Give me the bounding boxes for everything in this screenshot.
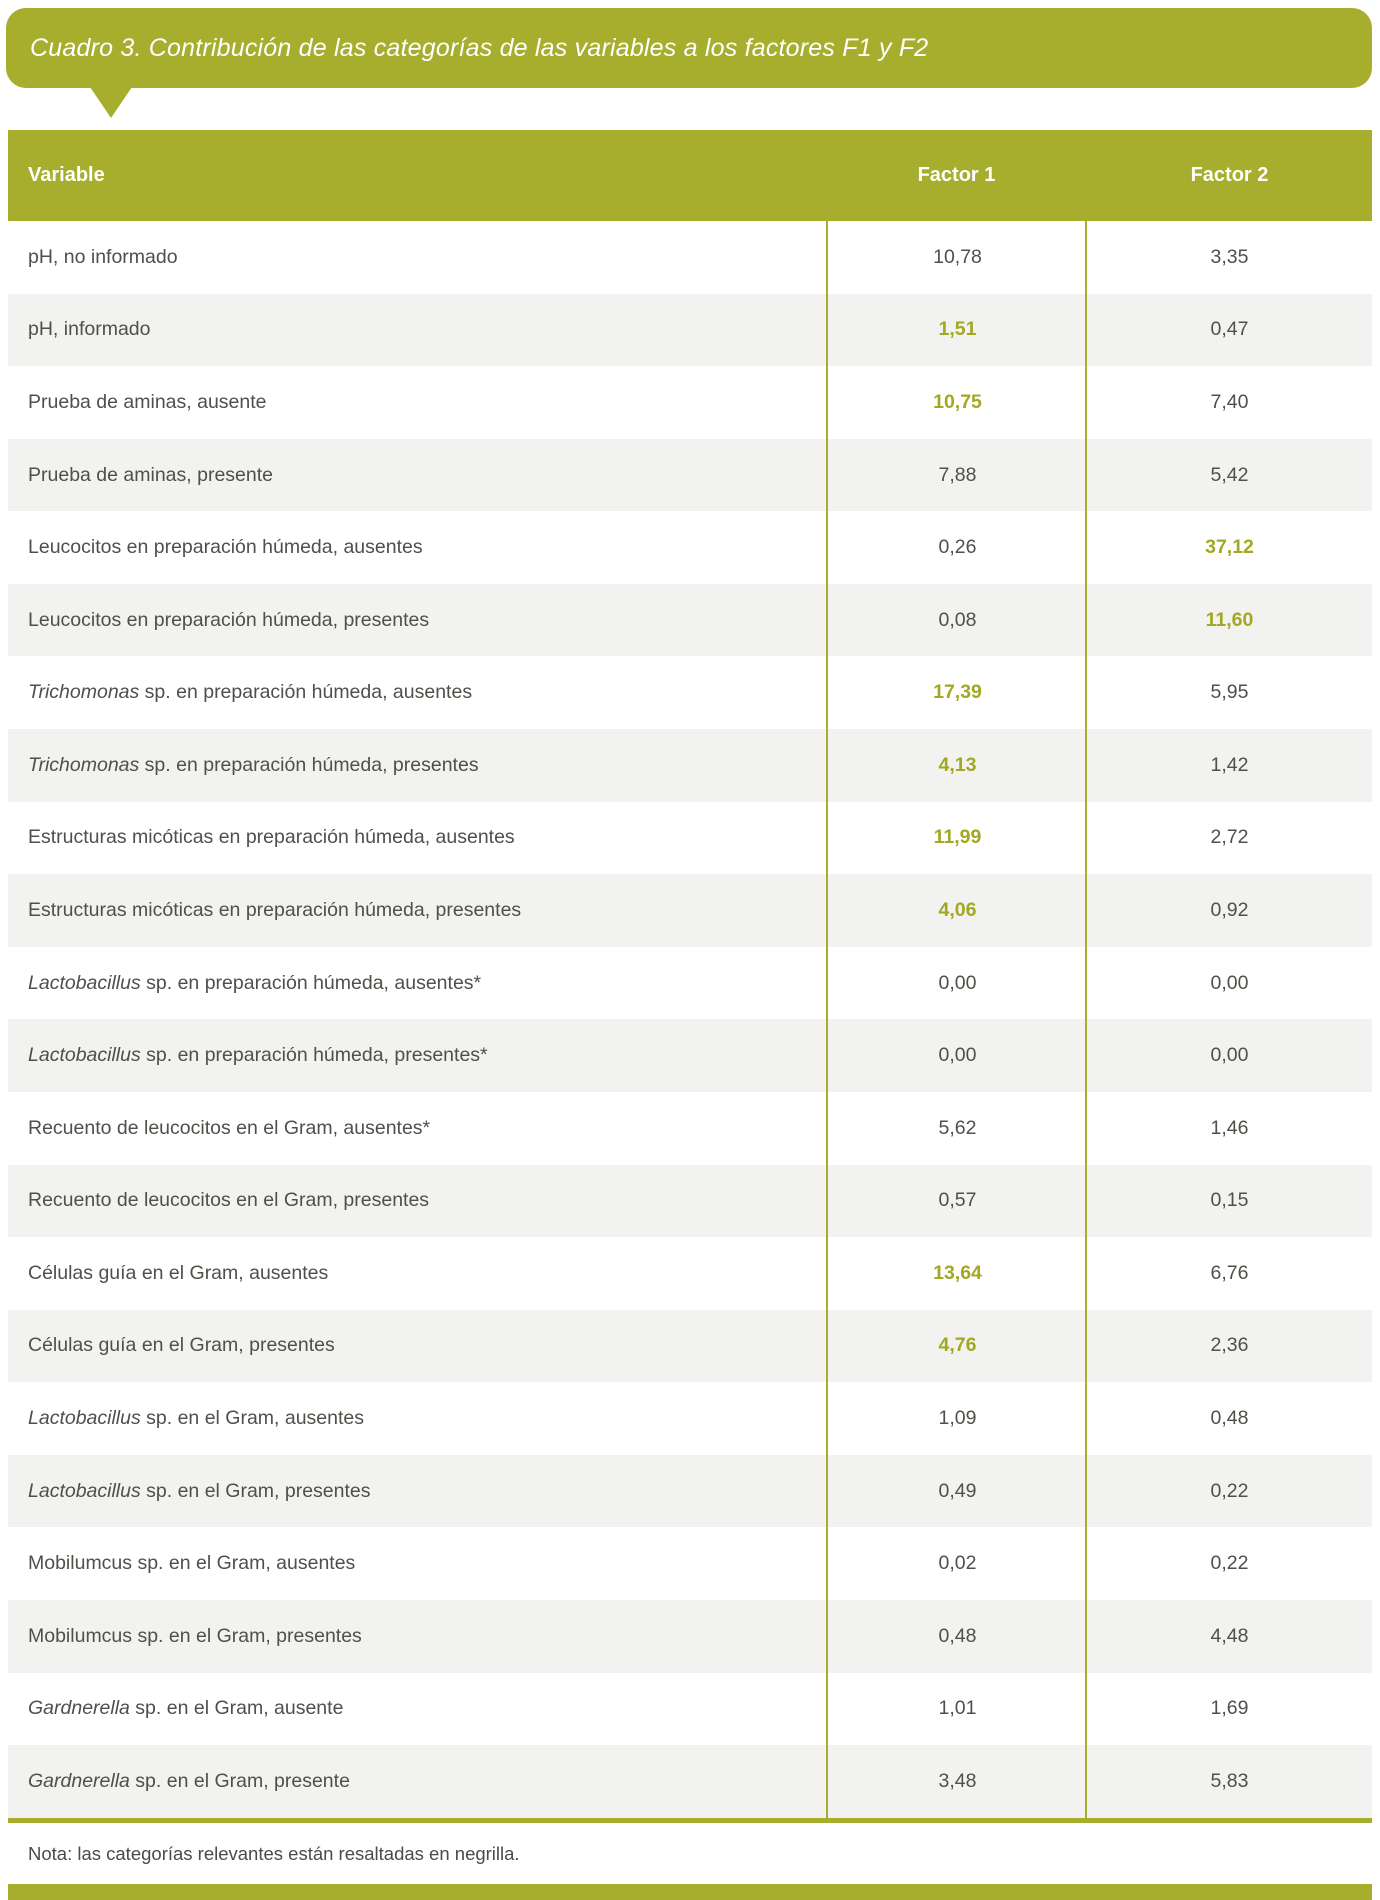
table-row bbox=[8, 439, 1372, 512]
table-title-banner bbox=[6, 8, 1372, 88]
variable-label: Lactobacillus sp. en el Gram, ausentes bbox=[28, 1407, 365, 1430]
variable-label: Células guía en el Gram, presentes bbox=[28, 1334, 335, 1357]
factor2-value: 1,42 bbox=[1085, 729, 1372, 802]
variable-label: pH, no informado bbox=[28, 245, 178, 268]
table-row bbox=[8, 1527, 1372, 1600]
variable-label: Recuento de leucocitos en el Gram, presentes bbox=[28, 1189, 430, 1212]
table-row bbox=[8, 656, 1372, 729]
factor2-value: 5,95 bbox=[1085, 656, 1372, 729]
factor2-value: 0,22 bbox=[1085, 1455, 1372, 1528]
factor1-value: 10,75 bbox=[826, 366, 1087, 439]
table-title: Cuadro 3. Contribución de las categorías de las variables a los factores F1 y F2 bbox=[30, 33, 929, 62]
factor1-value: 1,09 bbox=[826, 1382, 1087, 1455]
factor1-value: 1,51 bbox=[826, 294, 1087, 367]
factor1-value: 0,02 bbox=[826, 1527, 1087, 1600]
factor1-value: 4,76 bbox=[826, 1310, 1087, 1383]
variable-label: Mobilumcus sp. en el Gram, ausentes bbox=[28, 1552, 356, 1575]
variable-label: Prueba de aminas, presente bbox=[28, 463, 273, 486]
column-header-variable: Variable bbox=[28, 164, 105, 186]
factor2-value: 2,36 bbox=[1085, 1310, 1372, 1383]
table-row bbox=[8, 1019, 1372, 1092]
table-row bbox=[8, 1673, 1372, 1746]
variable-label: Células guía en el Gram, ausentes bbox=[28, 1261, 329, 1284]
variable-label: Leucocitos en preparación húmeda, presentes bbox=[28, 608, 430, 631]
factor2-value: 37,12 bbox=[1085, 511, 1372, 584]
factor2-value: 2,72 bbox=[1085, 802, 1372, 875]
factor1-value: 4,06 bbox=[826, 874, 1087, 947]
table-row bbox=[8, 366, 1372, 439]
variable-label: Recuento de leucocitos en el Gram, ausentes* bbox=[28, 1116, 431, 1139]
factor1-value: 0,26 bbox=[826, 511, 1087, 584]
factor2-value: 0,00 bbox=[1085, 947, 1372, 1020]
table-row bbox=[8, 294, 1372, 367]
table-row bbox=[8, 1092, 1372, 1165]
factor1-value: 10,78 bbox=[826, 221, 1087, 294]
contribution-table bbox=[8, 130, 1372, 1818]
factor1-value: 0,57 bbox=[826, 1165, 1087, 1238]
factor1-value: 5,62 bbox=[826, 1092, 1087, 1165]
table-body bbox=[8, 221, 1372, 1818]
factor1-value: 0,48 bbox=[826, 1600, 1087, 1673]
table-row bbox=[8, 1600, 1372, 1673]
factor2-value: 5,83 bbox=[1085, 1745, 1372, 1818]
variable-label: Leucocitos en preparación húmeda, ausentes bbox=[28, 536, 423, 559]
factor2-value: 11,60 bbox=[1085, 584, 1372, 657]
table-row bbox=[8, 947, 1372, 1020]
factor2-value: 0,00 bbox=[1085, 1019, 1372, 1092]
factor2-value: 1,69 bbox=[1085, 1673, 1372, 1746]
table-header-row bbox=[8, 130, 1372, 221]
factor1-value: 17,39 bbox=[826, 656, 1087, 729]
table-row bbox=[8, 1382, 1372, 1455]
factor1-value: 7,88 bbox=[826, 439, 1087, 512]
column-header-factor2: Factor 2 bbox=[1190, 164, 1269, 186]
factor1-value: 11,99 bbox=[826, 802, 1087, 875]
factor2-value: 1,46 bbox=[1085, 1092, 1372, 1165]
factor2-value: 0,92 bbox=[1085, 874, 1372, 947]
variable-label: Lactobacillus sp. en preparación húmeda, presentes* bbox=[28, 1044, 488, 1067]
table-note: Nota: las categorías relevantes están resaltadas en negrilla. bbox=[28, 1842, 520, 1864]
variable-label: Lactobacillus sp. en el Gram, presentes bbox=[28, 1479, 371, 1502]
factor2-value: 3,35 bbox=[1085, 221, 1372, 294]
factor2-value: 0,47 bbox=[1085, 294, 1372, 367]
variable-label: Gardnerella sp. en el Gram, presente bbox=[28, 1769, 350, 1792]
factor2-value: 4,48 bbox=[1085, 1600, 1372, 1673]
factor2-value: 7,40 bbox=[1085, 366, 1372, 439]
factor1-value: 0,08 bbox=[826, 584, 1087, 657]
variable-label: Trichomonas sp. en preparación húmeda, ausentes bbox=[28, 681, 473, 704]
table-row bbox=[8, 729, 1372, 802]
table-row bbox=[8, 1165, 1372, 1238]
table-row bbox=[8, 1310, 1372, 1383]
table-row bbox=[8, 1745, 1372, 1818]
table-row bbox=[8, 584, 1372, 657]
factor2-value: 0,15 bbox=[1085, 1165, 1372, 1238]
factor2-value: 0,48 bbox=[1085, 1382, 1372, 1455]
variable-label: pH, informado bbox=[28, 318, 151, 341]
variable-label: Lactobacillus sp. en preparación húmeda, ausentes* bbox=[28, 971, 482, 994]
banner-pointer-triangle bbox=[90, 87, 132, 118]
factor1-value: 4,13 bbox=[826, 729, 1087, 802]
variable-label: Estructuras micóticas en preparación húmeda, ausentes bbox=[28, 826, 515, 849]
factor1-value: 0,49 bbox=[826, 1455, 1087, 1528]
variable-label: Gardnerella sp. en el Gram, ausente bbox=[28, 1697, 344, 1720]
variable-label: Estructuras micóticas en preparación húmeda, presentes bbox=[28, 898, 522, 921]
factor1-value: 0,00 bbox=[826, 947, 1087, 1020]
variable-label: Mobilumcus sp. en el Gram, presentes bbox=[28, 1624, 362, 1647]
table-row bbox=[8, 1455, 1372, 1528]
factor2-value: 0,22 bbox=[1085, 1527, 1372, 1600]
table-row bbox=[8, 802, 1372, 875]
factor1-value: 13,64 bbox=[826, 1237, 1087, 1310]
column-header-factor1: Factor 1 bbox=[917, 164, 996, 186]
table-row bbox=[8, 1237, 1372, 1310]
table-row bbox=[8, 874, 1372, 947]
factor1-value: 3,48 bbox=[826, 1745, 1087, 1818]
factor1-value: 0,00 bbox=[826, 1019, 1087, 1092]
variable-label: Trichomonas sp. en preparación húmeda, presentes bbox=[28, 753, 479, 776]
bottom-bar bbox=[8, 1884, 1372, 1900]
variable-label: Prueba de aminas, ausente bbox=[28, 390, 267, 413]
factor2-value: 5,42 bbox=[1085, 439, 1372, 512]
table-row bbox=[8, 511, 1372, 584]
table-row bbox=[8, 221, 1372, 294]
factor1-value: 1,01 bbox=[826, 1673, 1087, 1746]
factor2-value: 6,76 bbox=[1085, 1237, 1372, 1310]
